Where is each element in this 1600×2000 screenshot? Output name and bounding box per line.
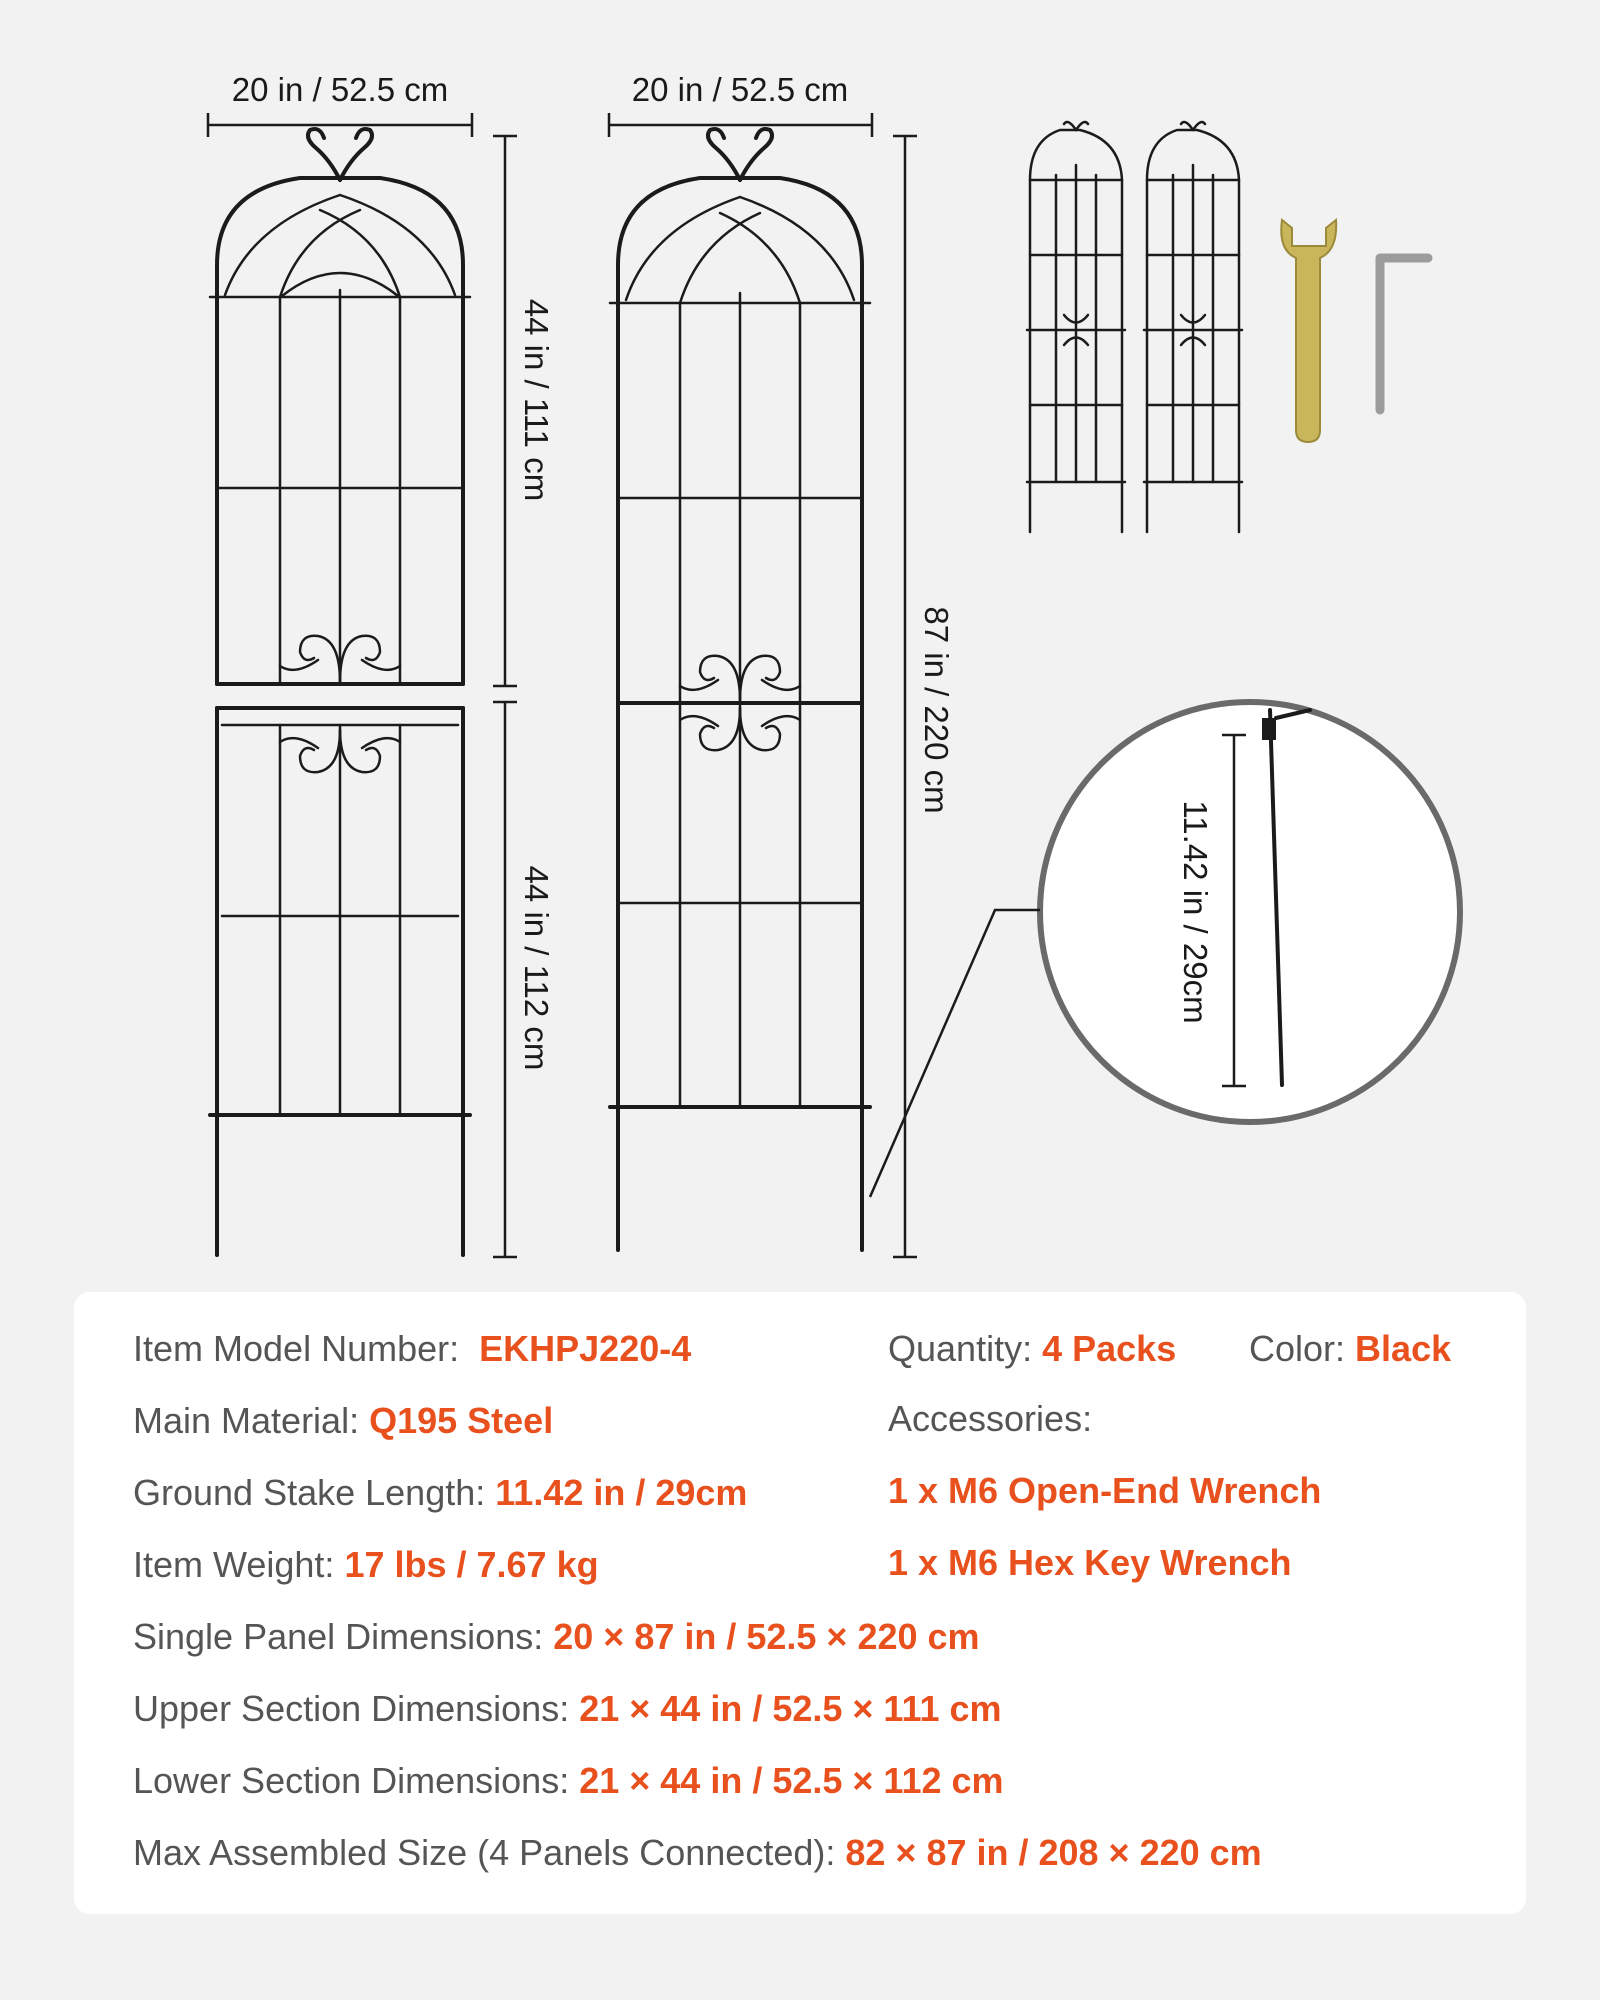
upper-height-label: 44 in / 111 cm: [518, 298, 555, 502]
upper-height-dimension: [493, 136, 555, 686]
total-height-dimension: [893, 136, 955, 1257]
spec-model-value: EKHPJ220-4: [479, 1328, 692, 1369]
middle-width-dimension: [609, 71, 872, 137]
spec-material-label: Main Material:: [133, 1400, 360, 1441]
spec-material: [133, 1400, 553, 1442]
spec-accessory-1: 1 x M6 Open-End Wrench: [888, 1470, 1322, 1511]
spec-stake-value: 11.42 in / 29cm: [495, 1472, 748, 1513]
spec-color: [1249, 1328, 1451, 1370]
spec-upper-section-label: Upper Section Dimensions:: [133, 1688, 570, 1729]
total-height-label: 87 in / 220 cm: [918, 606, 955, 814]
spec-single-panel-value: 20 × 87 in / 52.5 × 220 cm: [553, 1616, 980, 1657]
spec-stake-label: Ground Stake Length:: [133, 1472, 486, 1513]
spec-stake: [133, 1472, 747, 1514]
middle-width-label: 20 in / 52.5 cm: [631, 71, 849, 108]
spec-color-label: Color:: [1249, 1328, 1346, 1369]
stake-length-label: 11.42 in / 29cm: [1177, 800, 1214, 1024]
spec-weight-value: 17 lbs / 7.67 kg: [344, 1544, 599, 1585]
spec-material-value: Q195 Steel: [369, 1400, 554, 1441]
spec-quantity: [888, 1328, 1176, 1370]
spec-quantity-value: 4 Packs: [1042, 1328, 1177, 1369]
spec-model-label: Item Model Number:: [133, 1328, 460, 1369]
left-width-dimension: [208, 71, 472, 137]
ground-stake-zoom: [870, 702, 1460, 1197]
left-width-label: 20 in / 52.5 cm: [231, 71, 449, 108]
hex-key-icon: [1380, 258, 1428, 410]
spec-single-panel-label: Single Panel Dimensions:: [133, 1616, 544, 1657]
spec-lower-section: [133, 1760, 1004, 1802]
spec-max-size-label: Max Assembled Size (4 Panels Connected):: [133, 1832, 836, 1873]
lower-height-label: 44 in / 112 cm: [518, 865, 555, 1071]
spec-lower-section-label: Lower Section Dimensions:: [133, 1760, 570, 1801]
small-panel-1: [1027, 122, 1125, 532]
spec-quantity-label: Quantity:: [888, 1328, 1033, 1369]
spec-model: [133, 1328, 691, 1370]
spec-weight: [133, 1544, 599, 1586]
spec-accessory-2: 1 x M6 Hex Key Wrench: [888, 1542, 1292, 1583]
open-end-wrench-icon: [1281, 220, 1336, 442]
spec-upper-section: [133, 1688, 1002, 1730]
spec-lower-section-value: 21 × 44 in / 52.5 × 112 cm: [579, 1760, 1004, 1801]
spec-max-size: [133, 1832, 1262, 1874]
lower-section-panel: [210, 708, 470, 1255]
small-panel-2: [1144, 122, 1242, 532]
full-panel: [610, 129, 870, 1250]
spec-accessories-label: Accessories:: [888, 1398, 1093, 1439]
spec-upper-section-value: 21 × 44 in / 52.5 × 111 cm: [579, 1688, 1002, 1729]
spec-max-size-value: 82 × 87 in / 208 × 220 cm: [845, 1832, 1262, 1873]
spec-weight-label: Item Weight:: [133, 1544, 335, 1585]
spec-color-value: Black: [1355, 1328, 1452, 1369]
upper-section-panel: [210, 129, 470, 684]
spec-single-panel: [133, 1616, 980, 1658]
lower-height-dimension: [493, 702, 555, 1257]
spec-card: [74, 1292, 1526, 1914]
